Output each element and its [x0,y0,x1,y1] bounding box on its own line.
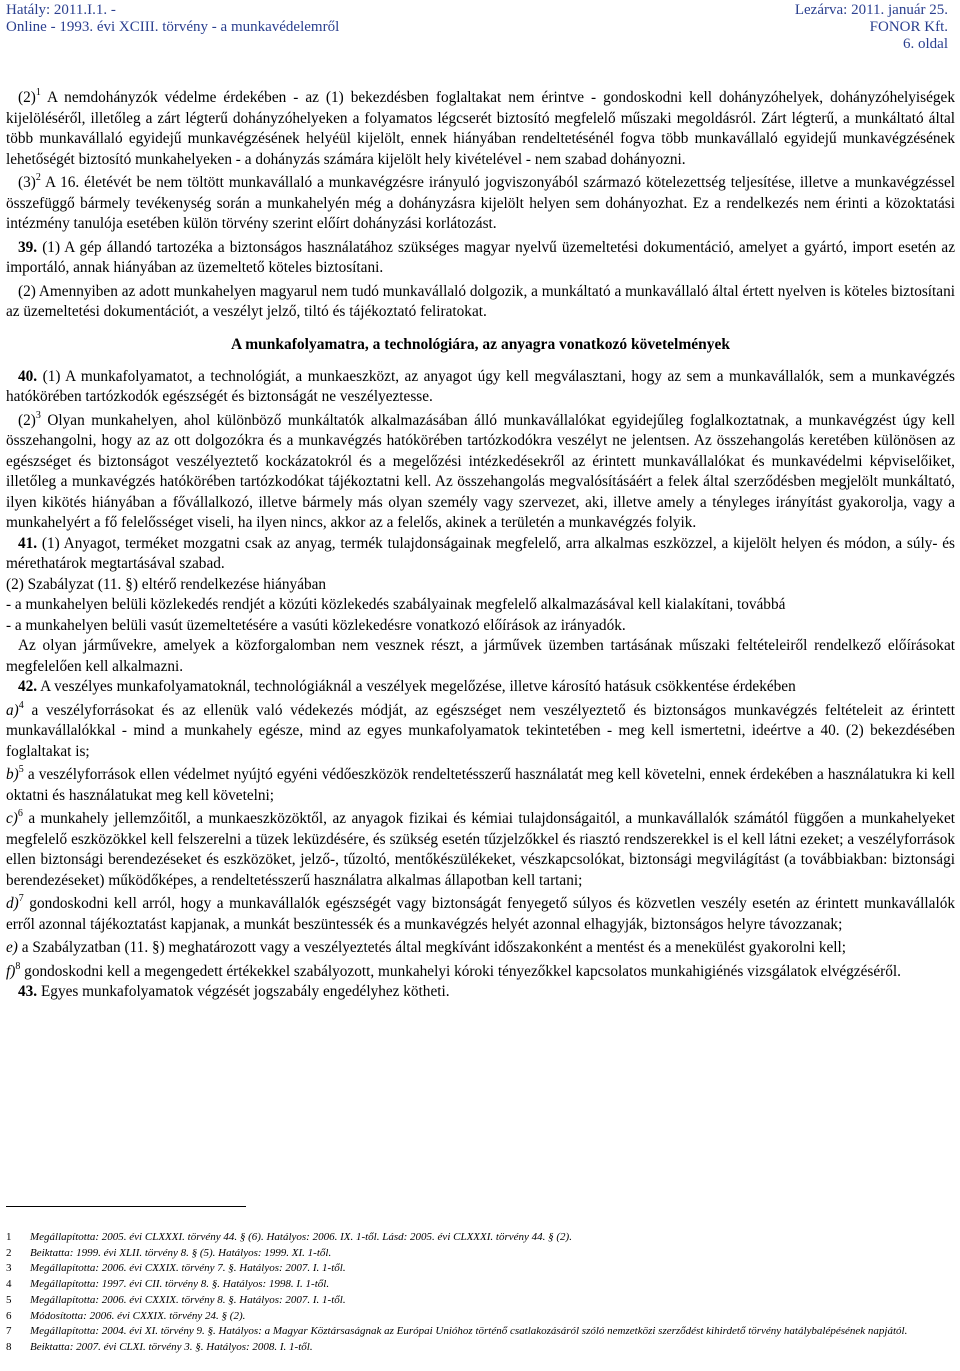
paragraph-vehicles: Az olyan járművekre, amelyek a közforgalomban nem vesznek részt, a járművek üzemben tartásának műszaki feltételeiről rendelkező előírásokat megfelelően kell alkalmazni. [6,637,955,675]
paragraph-text: (1) A munkafolyamatot, a technológiát, a munkaeszközt, az anyagot úgy kell megválasztani, hogy az sem a munkavállalók, sem a munkavégzés hatókörében tartózkodók egészségét és biztonságát ne veszélyeztesse. [6,367,955,405]
section-number: 40. [18,367,38,385]
footnote-text: Módosította: 2006. évi CXXIX. törvény 24. § (2). [30,1309,246,1322]
section-42-items [6,701,955,983]
footnote-number: 8 [6,1340,12,1353]
page-header [0,2,948,52]
footnote-ref-5[interactable]: 5 [18,764,24,775]
item-text: gondoskodni kell arról, hogy a munkavállalók egészségét vagy biztonságát fenyegető súlyos és közvetlen veszély esetén az érintett munkavállalók erről azonnal tájékoztatást kapjanak, a munkát beszüntessék és a munkavégzés helyét azonnal elhagyják, biztonságos helyre távozzanak; [6,895,955,933]
list-item [6,809,955,891]
footnote-text: Megállapította: 2004. évi XI. törvény 9. §. Hatályos: a Magyar Köztársaságnak az Európai Unióhoz történő csatlakozásáról szóló nemzetközi szerződést kihirdető törvény hatálybalépésének napjától. [30,1325,908,1338]
document-body [6,88,955,1003]
item-text: a Szabályzatban (11. §) meghatározott vagy a veszélyeztetés által megkívánt időszakonként a mentést és a menekülést gyakorolni kell; [17,939,847,956]
list-item [6,765,955,806]
paragraph-text: Egyes munkafolyamatok végzését jogszabály engedélyhez kötheti. [37,983,450,1000]
footnote-text: Beiktatta: 1999. évi XLII. törvény 8. § (5). Hatályos: 1999. XI. 1-től. [30,1246,332,1259]
footnote-ref-6[interactable]: 6 [17,808,23,819]
section-39-2: (2) Amennyiben az adott munkahelyen magyarul nem tudó munkavállaló dolgozik, a munkáltató a munkavállaló által értett nyelven is köteles biztosítani az üzemeltetési dokumentációt, a veszélyt jelző, tiltó és tájékoztató feliratokat. [6,282,955,320]
section-41-2: (2) Szabályzat (11. §) eltérő rendelkezése hiányában [6,575,327,593]
section-heading: A munkafolyamatra, a technológiára, az anyagra vonatkozó követelmények [231,335,730,353]
paragraph-text: (1) Anyagot, terméket mozgatni csak az anyag, termék tulajdonságainak megfelelő, arra alkalmas eszközzel, a kijelölt helyen és módon, a súly- és mérethatárok megtartásával szabad. [6,534,955,572]
section-number: 42. [18,678,38,695]
list-item [6,894,955,935]
list-item-road-traffic: - a munkahelyen belüli közlekedés rendjét a közúti közlekedés szabályainak megfelelő alkalmazásával kell kialakítani, továbbá [6,596,786,613]
paragraph-number: (2) [18,411,36,429]
section-41-1 [6,534,955,575]
header-page-number: 6. oldal [903,36,948,52]
list-item-railway: - a munkahelyen belüli vasút üzemeltetésére a vasúti közlekedésre vonatkozó előírások az irányadók. [6,616,626,634]
item-text: a veszélyforrások ellen védelmet nyújtó egyéni védőeszközök rendeltetésszerű használatát meg kell követelni, ennek érdekében a használatukra ki kell oktatni és használatukat meg kell követelni; [6,766,955,804]
section-39-1 [6,238,955,279]
footnote-text: Megállapította: 1997. évi CII. törvény 8. §. Hatályos: 1998. I. 1-től. [30,1278,330,1291]
paragraph-nonsmoker-protection [6,88,955,170]
paragraph-minors-smoking [6,173,955,235]
item-letter: e) [6,939,18,956]
paragraph-text: A veszélyes munkafolyamatoknál, technológiáknál a veszélyek megelőzése, illetve károsító hatásuk csökkentése érdekében [37,678,796,695]
footnote-6 [6,1309,955,1325]
item-letter: a) [6,701,19,719]
footnote-number: 4 [6,1278,12,1291]
header-left [6,2,339,36]
footnote-text: Megállapította: 2005. évi CLXXXI. törvény 44. § (6). Hatályos: 2006. IX. 1-től. Lásd: 2005. évi CLXXXI. törvény 44. § (2). [30,1231,572,1243]
footnote-number: 2 [6,1246,12,1259]
footnote-5 [6,1293,955,1309]
item-text: gondoskodni kell a megengedett értékekkel szabályozott, munkahelyi kóroki tényezőkkel kapcsolatos munkahigiénés vizsgálatok elvégzéséről. [20,962,901,980]
footnotes [6,1230,955,1356]
footnote-number: 6 [6,1309,12,1322]
footnote-ref-2[interactable]: 2 [35,172,41,183]
section-number: 43. [18,983,38,1000]
footnote-7 [6,1324,955,1340]
paragraph-text: A nemdohányzók védelme érdekében - az (1) bekezdésben foglaltakat nem érintve - gondoskodni kell dohányzóhelyek, dohányzóhelyiségek kijelöléséről, illetőleg a zárt légterű dohányzóhelyeken a folyamatos légcserét biztosító megfelelő műszaki megoldásról. Zárt légterű, a munkáltató által több munkavállaló egyidejű munkavégzésének helyéül kijelölt, ennek hiányában rendeltetésénél fogva több munkavállaló egyidejű munkavégzésének lehetőségét biztosító munkahelyeken - a dohányzás számára kijelölt hely kivételével - nem szabad dohányozni. [6,89,955,168]
header-effective: Hatály: 2011.I.1. - [6,2,116,18]
item-text: a veszélyforrásokat és az ellenük való védekezés módját, az egészséget nem veszélyeztető és biztonságos munkavégzés feltételeit az érintett munkavállalókkal - mind a munkahely egésze, mind az egyes munkafolyamatok tekintetében - meg kell ismertetni, ideértve a 40. (2) bekezdésében foglaltakat is; [6,701,955,760]
paragraph-text: (1) A gép állandó tartozéka a biztonságos használatához szükséges magyar nyelvű üzemeltetési dokumentáció, amelyet a gyártó, import esetén az importáló, annak hiányában az üzemeltető köteles biztosítani. [6,238,955,276]
footnote-2 [6,1246,955,1262]
item-text: a munkahely jellemzőitől, a munkaeszközöktől, az anyagok fizikai és kémiai tulajdonságaitól, a munkavállalók számától függően a munkahelyeket megfelelő eszközökkel kell felszerelni a tüzek leküzdésére, és szükség esetén tűzjelzőkkel és riasztó rendszerekkel is el kell látni ezeket; a veszélyforrások ellen biztonsági berendezéseket és eszközöket, jelző-, tűzoltó, mentőkészülékeket, vészkapcsolókat, biztonsági megvilágítást (a továbbiakban: biztonsági berendezéseket) működőképes, a rendeltetésszerű használatra alkalmas állapotban kell tartani; [6,810,955,889]
item-letter: b) [6,766,19,783]
header-closed-date: Lezárva: 2011. január 25. [794,2,948,18]
footnote-ref-4[interactable]: 4 [18,699,24,711]
footnote-8 [6,1340,955,1356]
section-40-1 [6,367,955,408]
footnote-number: 7 [6,1325,12,1338]
footnote-ref-1[interactable]: 1 [35,87,41,98]
paragraph-number: (3) [18,174,36,191]
item-letter: c) [6,810,18,827]
footnote-text: Beiktatta: 2007. évi CLXI. törvény 3. §. Hatályos: 2008. I. 1-től. [30,1340,313,1353]
section-number: 39. [18,238,38,256]
item-letter: f) [6,962,16,980]
section-42 [6,677,955,698]
list-item [6,938,955,959]
section-number: 41. [18,534,38,552]
paragraph-text: Olyan munkahelyen, ahol különböző munkáltatók alkalmazásában álló munkavállalókat egyidejűleg foglalkoztatnak, a munkavégzést úgy kell összehangolni, hogy az az ott dolgozókra és a munkavégzés hatókörében tartózkodókra veszélyt ne jelentsen. Az összehangolás keretében különösen az egészséget és biztonságot veszélyeztető kockázatokról és a megelőzési intézkedésekről az érintett munkavállalókat és munkavédelmi képviselőiket, illetőleg a munkavégzés hatókörében tartózkodókat tájékoztatni kell. Az összehangolás megvalósításáért a felek által szerződésben megjelölt munkáltató, ilyen kikötés hiányában a fővállalkozó, illetve bármely más olyan személy vagy szervezet, aki, illetve amely a tényleges irányítást gyakorolja, vagy a munkahelyért a fő felelősséget viseli, ha ilyen nincs, akkor az a felelős, akinek a területén a munkavégzés folyik. [6,411,955,531]
section-43 [6,982,955,1003]
footnote-ref-8[interactable]: 8 [15,960,21,972]
footnote-number: 1 [6,1231,12,1243]
footnote-text: Megállapította: 2006. évi CXXIX. törvény 8. §. Hatályos: 2007. I. 1-től. [30,1293,346,1306]
footnote-ref-3[interactable]: 3 [35,409,41,421]
paragraph-text: A 16. életévét be nem töltött munkavállaló a munkavégzésre irányuló jogviszonyából származó kötelezettség teljesítése, illetve a munkavégzéssel összefüggő bármely tevékenység során a munkahelyén még a dohányzásra kijelölt helyen sem dohányozhat. Ez a rendelkezés nem érinti a közoktatási intézmény tanulója esetében külön törvény szerint előírt dohányzási korlátozást. [6,174,955,232]
list-item [6,962,955,983]
footnote-ref-7[interactable]: 7 [18,893,24,904]
footnote-text: Megállapította: 2006. évi CXXIX. törvény 7. §. Hatályos: 2007. I. 1-től. [30,1262,346,1275]
footnote-4 [6,1277,955,1293]
header-publisher: FONOR Kft. [869,19,948,35]
footnote-3 [6,1261,955,1277]
footnote-number: 3 [6,1262,12,1275]
header-law-title: Online - 1993. évi XCIII. törvény - a munkavédelemről [6,19,340,35]
paragraph-number: (2) [18,89,36,106]
footnote-1 [6,1230,955,1246]
footnote-divider [6,1206,246,1207]
header-right [795,2,948,53]
list-item [6,701,955,763]
item-letter: d) [6,895,19,912]
footnote-number: 5 [6,1293,12,1306]
section-40-2 [6,411,955,534]
